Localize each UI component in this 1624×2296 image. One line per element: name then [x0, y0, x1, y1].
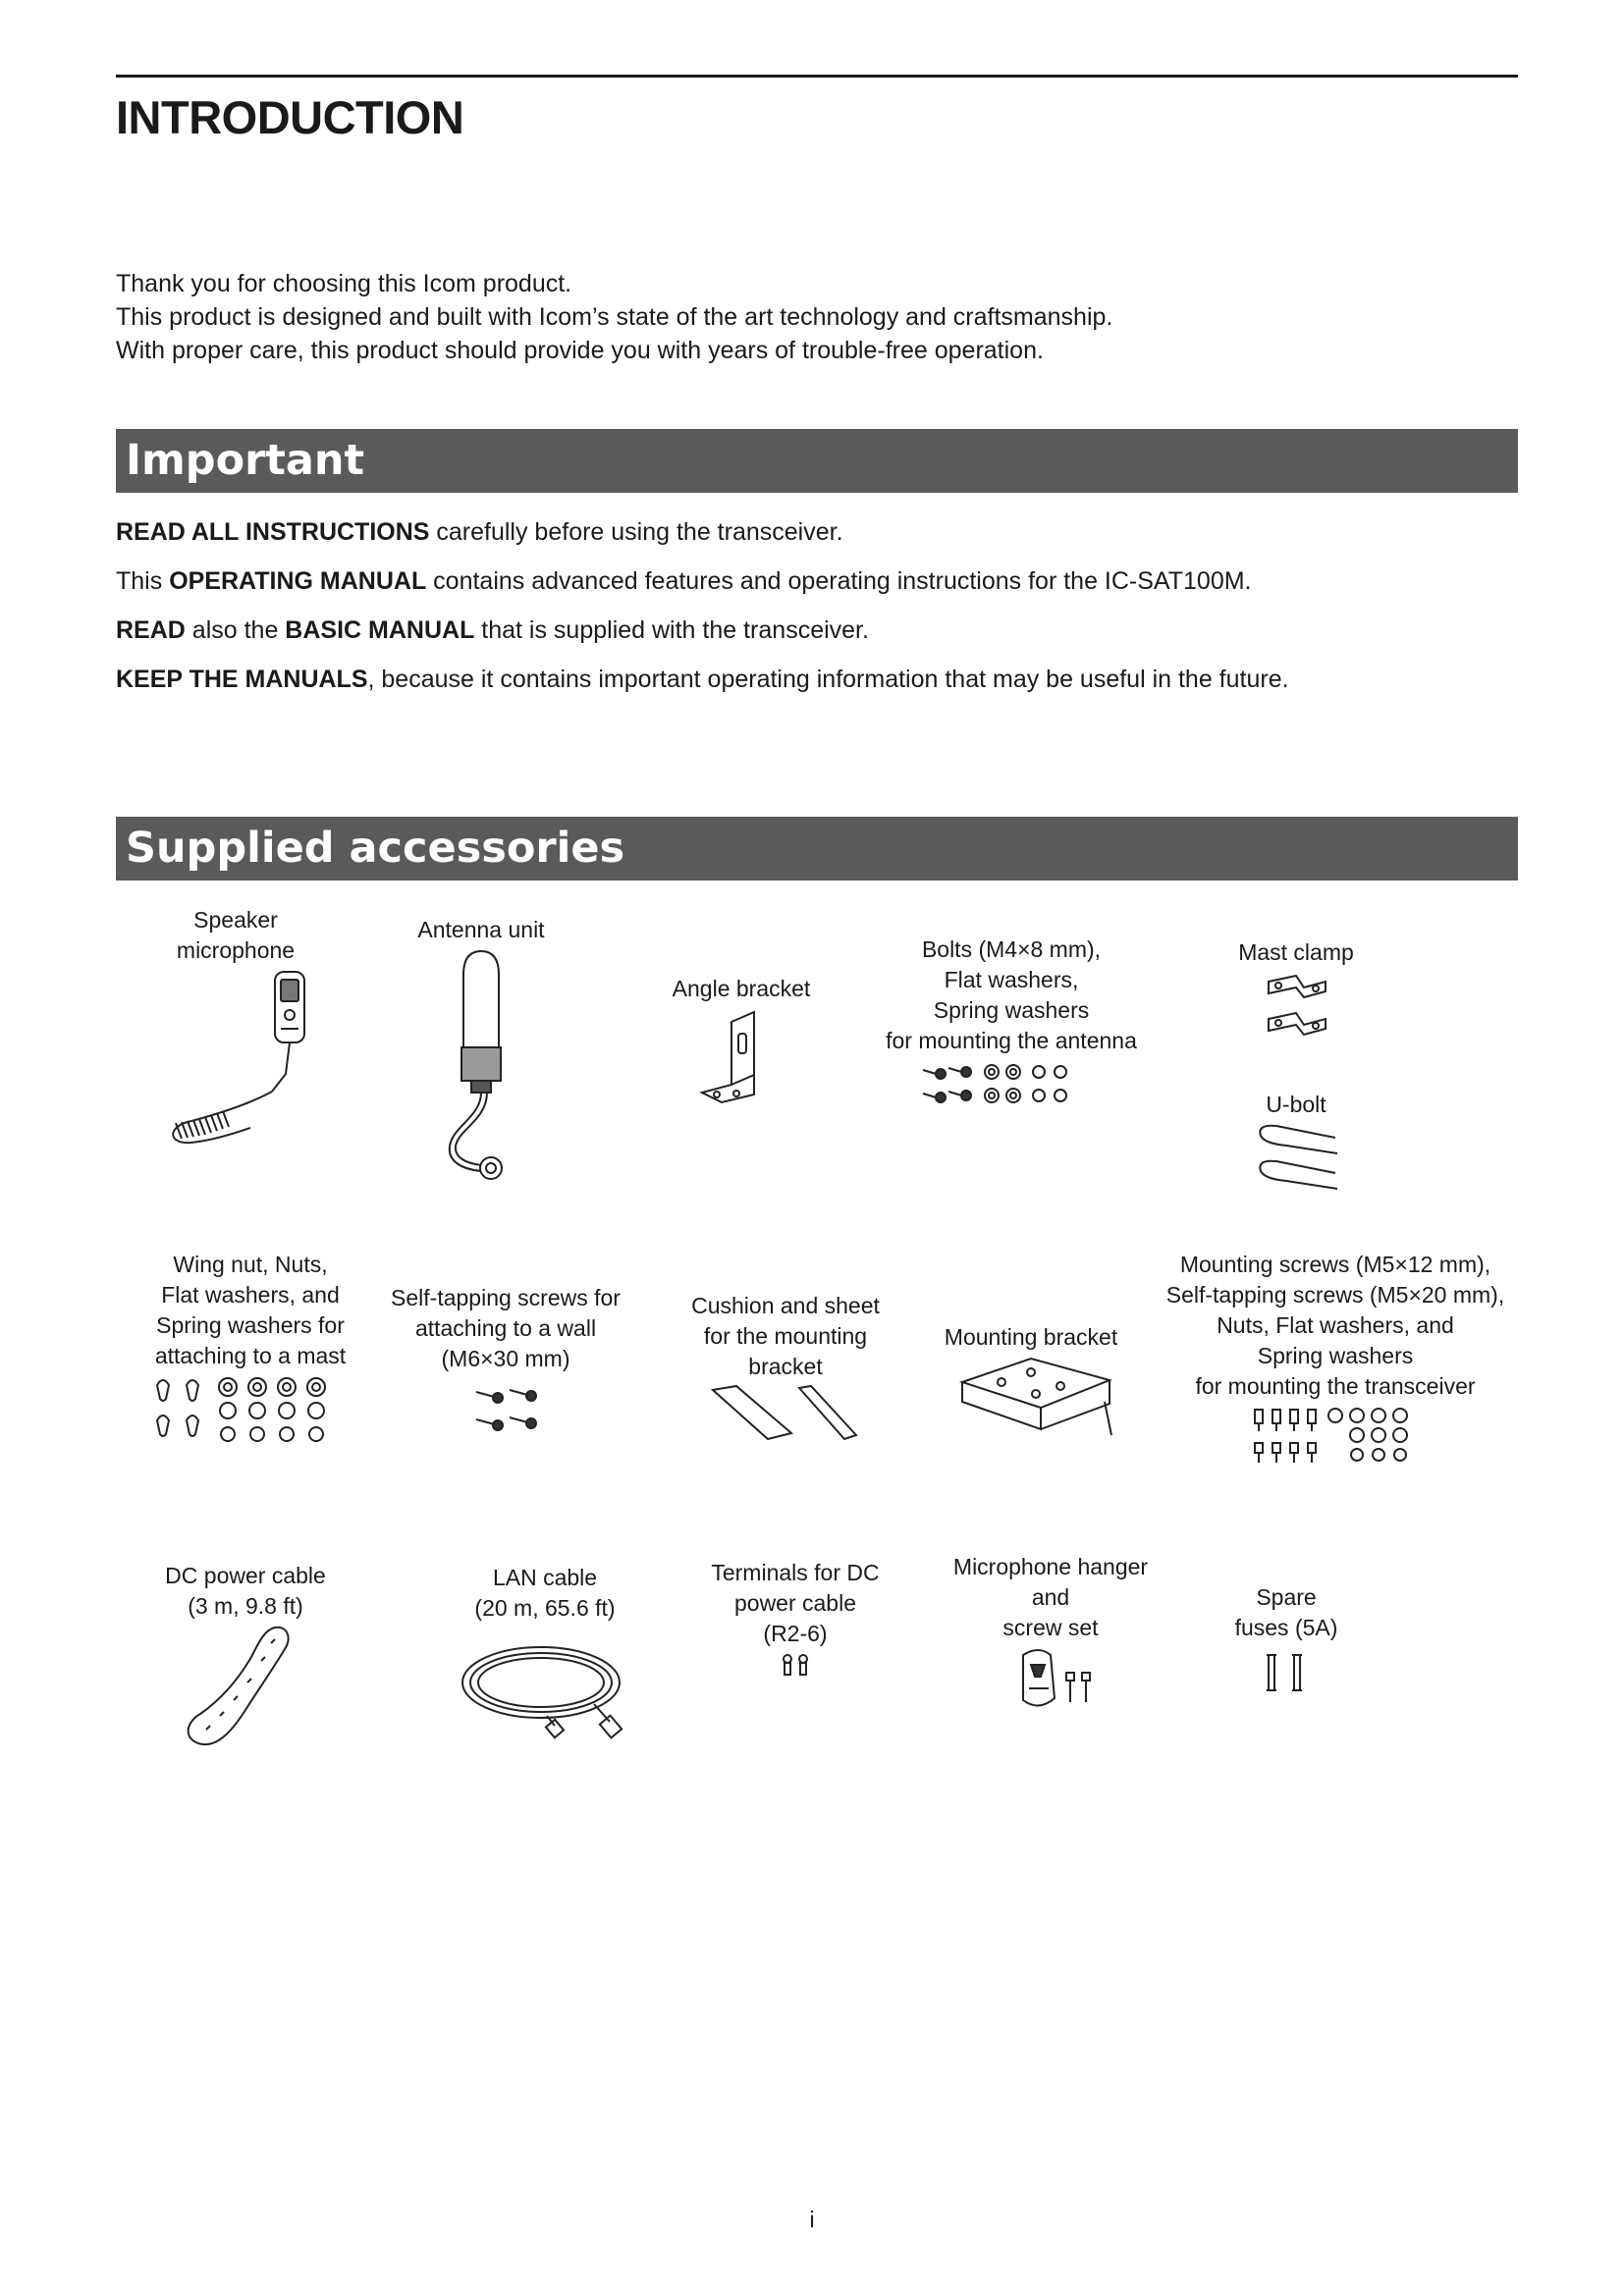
- accessories-heading: Supplied accessories: [116, 817, 1518, 881]
- self-tapping-screws-icon: [466, 1374, 545, 1443]
- accessory-label: Self-tapping screws for attaching to a wall (M6×30 mm): [391, 1285, 621, 1371]
- cushion-sheet-icon: [707, 1382, 864, 1451]
- accessory-mast-clamp: [1198, 937, 1394, 1046]
- accessory-label: Angle bracket: [672, 976, 811, 1001]
- accessory-label: Mounting screws (M5×12 mm), Self-tapping screws (M5×20 mm), Nuts, Flat washers, and Spring washers for mounting the transceiver: [1165, 1252, 1505, 1399]
- top-rule: [116, 75, 1518, 78]
- important-text: [116, 518, 1289, 715]
- accessory-transceiver-screws: [1139, 1250, 1532, 1470]
- intro-line: With proper care, this product should provide you with years of trouble-free operation.: [116, 337, 1044, 364]
- mounting-bracket-icon: [943, 1353, 1119, 1451]
- lan-cable-icon: [457, 1624, 633, 1751]
- microphone-hanger-icon: [1001, 1643, 1100, 1722]
- accessory-label: Antenna unit: [417, 917, 545, 942]
- accessory-wing-nut-set: [118, 1250, 383, 1450]
- accessory-lan-cable: [432, 1563, 658, 1751]
- antenna-unit-icon: [422, 945, 540, 1191]
- accessory-label: DC power cable (3 m, 9.8 ft): [165, 1563, 326, 1619]
- important-line-2: This OPERATING MANUAL contains advanced features and operating instructions for the IC-SAT100M.: [116, 567, 1252, 595]
- accessory-label: Cushion and sheet for the mounting bracket: [691, 1293, 880, 1379]
- speaker-microphone-icon: [162, 966, 309, 1152]
- accessory-speaker-microphone: [118, 905, 353, 1152]
- page-title: INTRODUCTION: [116, 91, 464, 143]
- accessory-u-bolt: [1198, 1090, 1394, 1199]
- important-line-1: READ ALL INSTRUCTIONS carefully before using the transceiver.: [116, 518, 843, 546]
- accessory-label: Mast clamp: [1238, 939, 1354, 965]
- accessory-label: Spare fuses (5A): [1234, 1584, 1338, 1640]
- accessory-label: U-bolt: [1266, 1092, 1326, 1117]
- accessory-label: Bolts (M4×8 mm), Flat washers, Spring washers for mounting the antenna: [886, 936, 1137, 1053]
- accessory-label: Mounting bracket: [944, 1324, 1118, 1350]
- intro-paragraph: [116, 267, 1112, 367]
- angle-bracket-icon: [687, 1004, 795, 1112]
- accessory-microphone-hanger: [923, 1552, 1178, 1722]
- accessory-label: LAN cable (20 m, 65.6 ft): [474, 1565, 616, 1621]
- fuses-icon: [1257, 1643, 1316, 1702]
- accessory-cushion-sheet: [668, 1291, 903, 1451]
- mast-clamp-icon: [1257, 968, 1335, 1046]
- accessory-dc-terminals: [682, 1558, 908, 1688]
- intro-line: Thank you for choosing this Icom product.: [116, 270, 572, 297]
- accessory-label: Microphone hanger and screw set: [952, 1554, 1149, 1640]
- dc-power-cable-icon: [177, 1622, 314, 1759]
- accessory-antenna-unit: [383, 915, 579, 1191]
- wing-nut-washers-icon: [147, 1371, 353, 1450]
- accessory-spare-fuses: [1188, 1582, 1384, 1702]
- accessory-wall-screws: [368, 1283, 643, 1443]
- accessory-dc-power-cable: [128, 1561, 363, 1759]
- transceiver-screws-icon: [1247, 1402, 1424, 1470]
- accessory-label: Wing nut, Nuts, Flat washers, and Spring washers for attaching to a mast: [154, 1252, 347, 1368]
- u-bolt-icon: [1247, 1120, 1345, 1199]
- bolts-washers-icon: [913, 1056, 1110, 1115]
- accessory-label: Speaker microphone: [176, 907, 296, 963]
- accessory-antenna-bolts: [864, 934, 1159, 1115]
- important-heading: Important: [116, 429, 1518, 493]
- page-number: i: [809, 2207, 815, 2232]
- accessory-label: Terminals for DC power cable (R2-6): [711, 1560, 880, 1646]
- important-line-3: READ also the BASIC MANUAL that is supplied with the transceiver.: [116, 616, 869, 644]
- accessory-angle-bracket: [648, 974, 835, 1112]
- terminals-icon: [776, 1649, 815, 1688]
- accessory-mounting-bracket: [923, 1322, 1139, 1451]
- intro-line: This product is designed and built with Icom’s state of the art technology and craftsmanship.: [116, 303, 1113, 331]
- important-line-4: KEEP THE MANUALS, because it contains important operating information that may be useful in the future.: [116, 666, 1289, 693]
